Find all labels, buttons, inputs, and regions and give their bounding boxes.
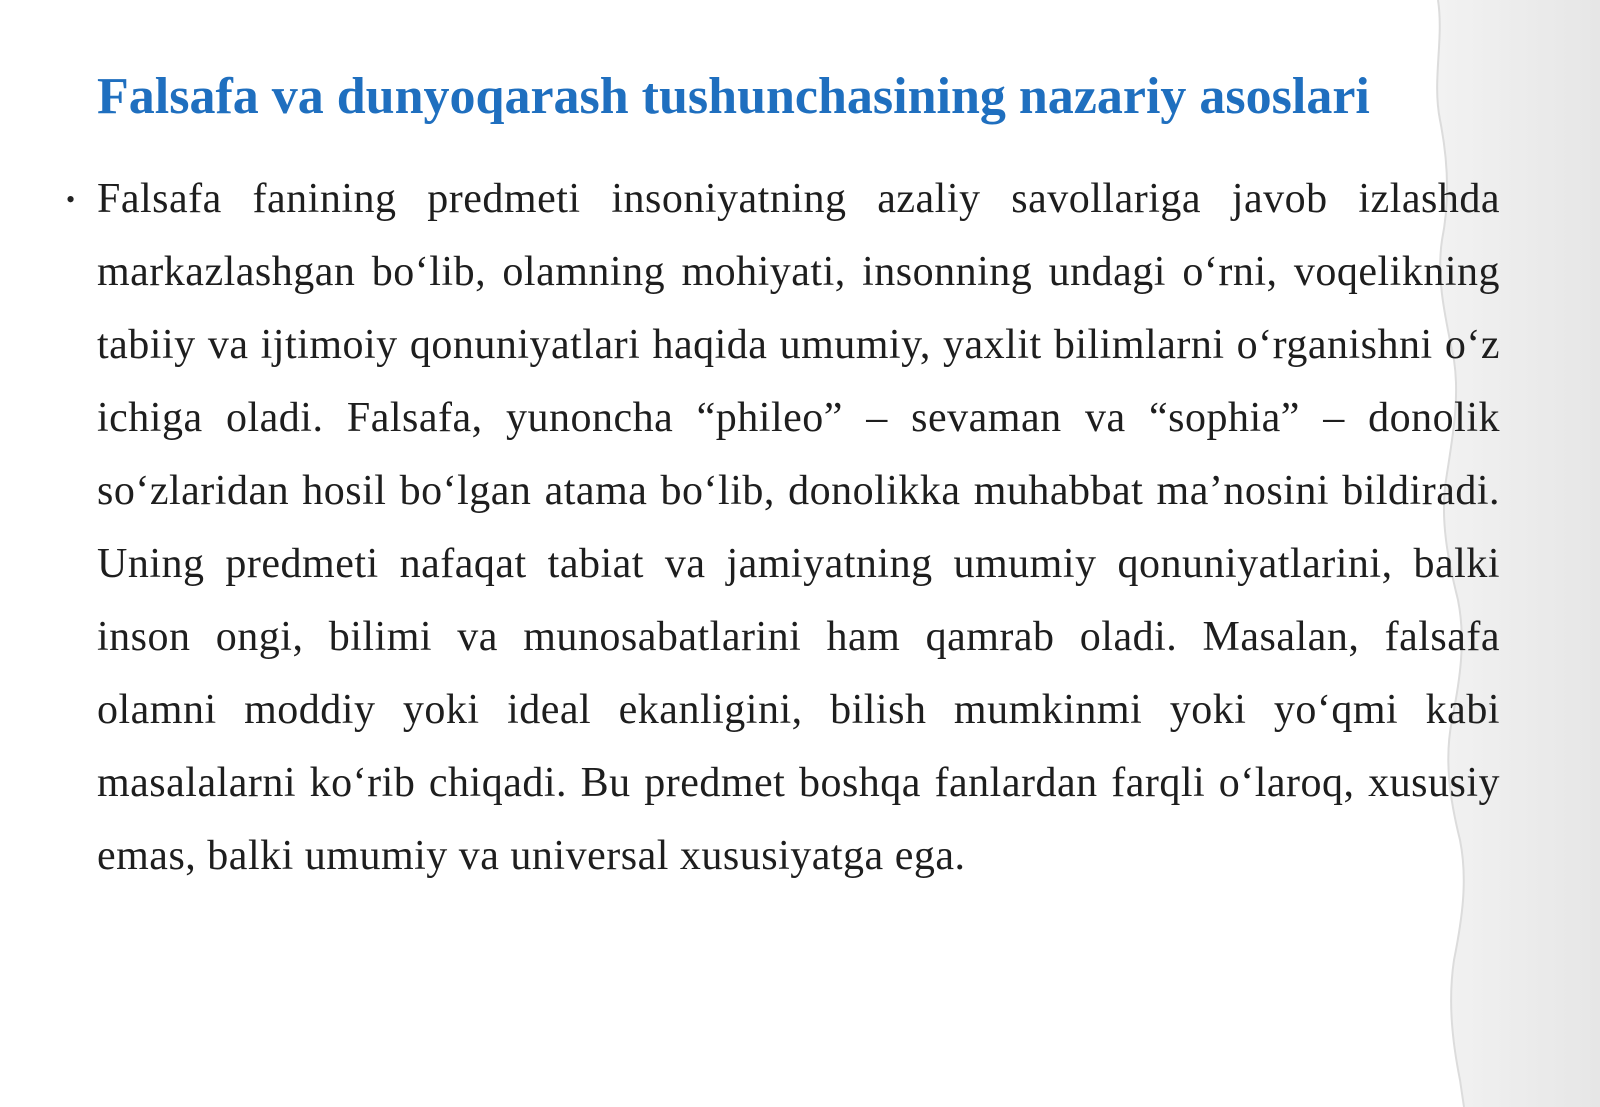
slide-title: Falsafa va dunyoqarash tushunchasining nazariy asoslari <box>97 68 1370 125</box>
bullet-paragraph: Falsafa fanining predmeti insoniyatning azaliy savollariga javob izlashda markazlashgan bo‘lib, olamning mohiyati, insonning undagi o‘rni, voqelikning tabiiy va ijtimoiy qonuniyatlari haqida umumiy, yaxlit bilimlarni o‘rganishni o‘z ichiga oladi. Falsafa, yunoncha “phileo” – sevaman va “sophia” – donolik so‘zlaridan hosil bo‘lgan atama bo‘lib, donolikka muhabbat ma’nosini bildiradi. Uning predmeti nafaqat tabiat va jamiyatning umumiy qonuniyatlarini, balki inson ongi, bilimi va munosabatlarini ham qamrab oladi. Masalan, falsafa olamni moddiy yoki ideal ekanligini, bilish mumkinmi yoki yo‘qmi kabi masalalarni ko‘rib chiqadi. Bu predmet boshqa fanlardan farqli o‘laroq, xususiy emas, balki umumiy va universal xususiyatga ega. <box>97 176 1500 879</box>
bullet-item <box>66 163 1500 893</box>
bullet-marker: • <box>66 185 76 214</box>
